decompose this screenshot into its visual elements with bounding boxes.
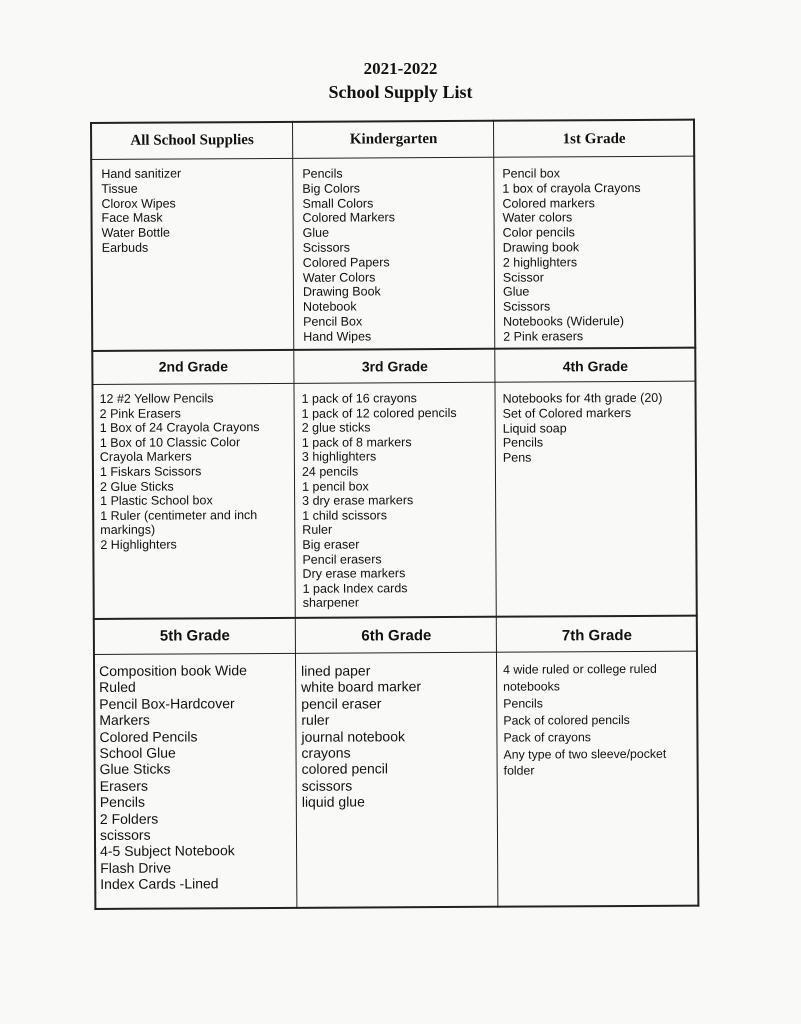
supply-item: Drawing book (502, 240, 580, 255)
supply-item: 1 pack of 12 colored pencils (301, 405, 457, 421)
supply-item: Glue (302, 225, 330, 241)
table-border-left (90, 122, 96, 910)
supply-item: Big Colors (302, 181, 361, 196)
supply-item: crayons (301, 744, 351, 761)
supply-item: Colored Papers (302, 255, 390, 270)
supply-item: Pencil erasers (302, 551, 382, 567)
supply-item: Liquid soap (502, 420, 567, 436)
supply-item: Pencil Box-Hardcover (99, 695, 235, 712)
supply-item: 12 #2 Yellow Pencils (99, 391, 214, 406)
supply-item: Pencil box (502, 166, 561, 181)
supply-item: Pens (502, 450, 532, 465)
supply-item: 1 Box of 10 Classic Color (99, 434, 241, 450)
supply-table (90, 119, 699, 910)
list-1st-grade (502, 166, 641, 344)
supply-item: folder (503, 763, 535, 779)
supply-item: 1 Fiskars Scissors (99, 464, 202, 479)
supply-item: Water Bottle (101, 225, 170, 241)
supply-item: Colored Markers (302, 210, 395, 226)
supply-item: 1 pack Index cards (302, 580, 408, 596)
supply-item: 1 pack of 8 markers (301, 434, 412, 450)
list-3rd-grade (302, 391, 458, 611)
supply-item: 2 Folders (99, 810, 159, 827)
heading-kindergarten: Kindergarten (349, 130, 438, 148)
supply-item: Index Cards -Lined (100, 875, 219, 893)
supply-item: Pencils (502, 435, 544, 451)
supply-item: Glue (502, 284, 530, 300)
supply-item: Erasers (99, 777, 148, 794)
page-title: School Supply List (328, 82, 473, 102)
supply-item: 2 Glue Sticks (99, 479, 174, 494)
supply-item: 3 highlighters (301, 449, 377, 465)
supply-item: scissors (99, 826, 151, 844)
list-5th-grade (99, 662, 248, 893)
supply-item: Clorox Wipes (101, 196, 176, 211)
supply-item: 2 Pink Erasers (99, 406, 181, 421)
column-divider-1 (292, 121, 298, 909)
supply-item: Notebooks (Widerule) (503, 313, 625, 329)
supply-item: ruler (301, 711, 330, 729)
supply-item: 4-5 Subject Notebook (100, 842, 235, 860)
supply-item: 1 pack of 16 crayons (301, 391, 417, 406)
supply-item: 1 box of crayola Crayons (502, 180, 641, 196)
heading-6th-grade: 6th Grade (361, 626, 432, 644)
column-divider-2 (493, 120, 499, 908)
supply-item: Hand Wipes (303, 329, 372, 344)
supply-item: Scissor (502, 270, 544, 285)
supply-item: Composition book Wide (99, 662, 247, 679)
list-7th-grade (503, 661, 666, 780)
supply-item: Dry erase markers (302, 566, 406, 581)
supply-item: 1 Ruler (centimeter and inch (100, 507, 258, 523)
table-border-bottom (94, 905, 699, 910)
heading-5th-grade: 5th Grade (159, 626, 230, 645)
supply-item: 1 Box of 24 Crayola Crayons (99, 420, 260, 436)
supply-item: Hand sanitizer (101, 166, 182, 181)
supply-item: Tissue (101, 181, 138, 196)
supply-item: Ruler (302, 522, 333, 538)
supply-item: 24 pencils (301, 464, 359, 479)
supply-item: Markers (99, 711, 150, 729)
supply-item: 1 child scissors (302, 508, 387, 523)
supply-item: pencil eraser (301, 695, 382, 712)
heading-4th-grade: 4th Grade (562, 357, 629, 375)
supply-item: 3 dry erase markers (302, 493, 414, 508)
supply-item: Scissors (502, 299, 551, 314)
supply-item: Pack of colored pencils (503, 712, 630, 728)
supply-item: Notebooks for 4th grade (20) (502, 390, 663, 406)
supply-item: markings) (100, 522, 156, 538)
supply-item: School Glue (99, 744, 176, 761)
supply-item: 2 Pink erasers (503, 329, 584, 344)
supply-item: Colored Pencils (99, 728, 198, 745)
school-year: 2021-2022 (363, 59, 438, 78)
supply-item: Color pencils (502, 225, 575, 240)
supply-item: Big eraser (302, 537, 360, 552)
list-kindergarten (302, 166, 395, 344)
supply-item: 2 Highlighters (100, 537, 177, 552)
supply-item: Pencils (302, 166, 343, 181)
heading-7th-grade: 7th Grade (561, 626, 632, 644)
supply-item: Glue Sticks (99, 760, 171, 778)
supply-item: journal notebook (301, 727, 406, 745)
supply-item: 2 glue sticks (301, 420, 371, 436)
supply-item: Scissors (302, 240, 350, 255)
list-all-school-supplies (101, 166, 181, 255)
supply-item: scissors (301, 777, 353, 794)
supply-item: Flash Drive (100, 859, 172, 876)
list-4th-grade (503, 391, 663, 466)
document-title-block (0, 58, 801, 104)
supply-item: Ruled (99, 679, 136, 696)
supply-item: Face Mask (101, 210, 163, 226)
supply-item: Pencil Box (303, 314, 363, 329)
supply-item: Set of Colored markers (502, 405, 632, 421)
supply-item: 2 highlighters (502, 255, 578, 270)
supply-item: Small Colors (302, 196, 374, 211)
supply-item: Crayola Markers (99, 449, 192, 465)
table-border-right (693, 119, 699, 907)
supply-item: Pack of crayons (503, 729, 591, 745)
supply-item: 4 wide ruled or college ruled (503, 661, 657, 677)
supply-item: liquid glue (301, 793, 365, 811)
supply-item: Water colors (502, 210, 573, 226)
heading-3rd-grade: 3rd Grade (361, 358, 428, 375)
supply-item: sharpener (302, 595, 360, 611)
heading-2nd-grade: 2nd Grade (158, 358, 229, 375)
supply-item: white board marker (301, 678, 422, 696)
supply-item: Earbuds (101, 240, 149, 255)
supply-item: Pencils (503, 696, 543, 711)
heading-all-school-supplies: All School Supplies (130, 131, 254, 149)
list-2nd-grade (100, 391, 261, 552)
supply-item: 1 Plastic School box (100, 493, 213, 509)
supply-item: Water Colors (302, 269, 376, 285)
supply-item: Notebook (302, 299, 357, 314)
list-6th-grade (301, 662, 422, 810)
supply-item: Pencils (99, 793, 145, 811)
supply-item: Colored markers (502, 195, 595, 211)
supply-item: 1 pencil box (301, 479, 369, 494)
supply-item: colored pencil (301, 760, 389, 778)
supply-item: Any type of two sleeve/pocket (503, 746, 667, 762)
supply-item: Drawing Book (302, 284, 381, 300)
heading-1st-grade: 1st Grade (562, 130, 626, 147)
supply-item: notebooks (503, 679, 560, 694)
supply-item: lined paper (301, 662, 371, 679)
